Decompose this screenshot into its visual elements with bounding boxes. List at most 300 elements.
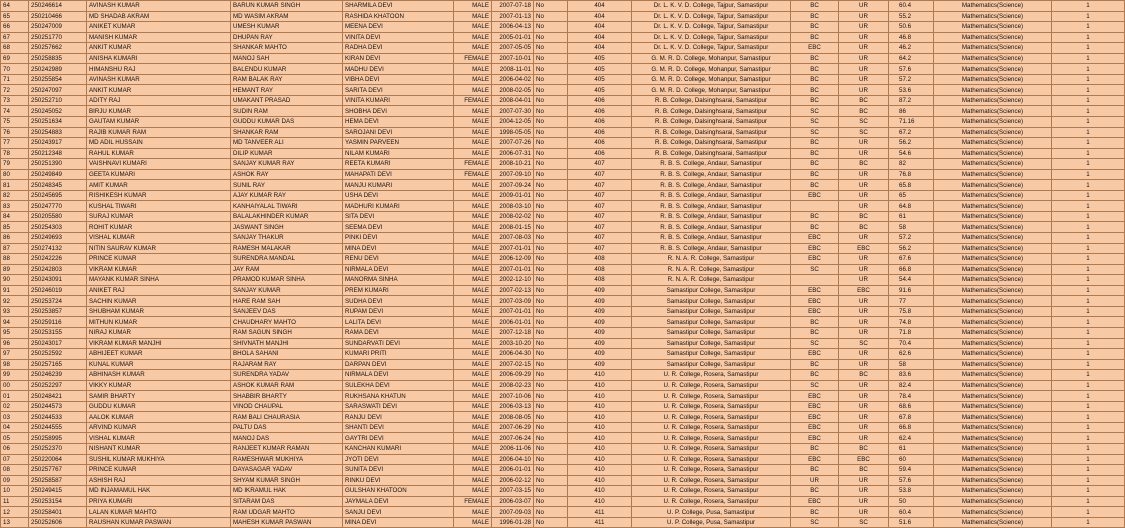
- mother-name-cell[interactable]: MEENA DEVI: [343, 22, 454, 33]
- mother-name-cell[interactable]: MADHURI KUMARI: [343, 201, 454, 212]
- father-name-cell[interactable]: JASWANT SINGH: [231, 222, 343, 233]
- dob-cell[interactable]: 2007-10-06: [492, 391, 534, 402]
- father-name-cell[interactable]: RAMESH MALAKAR: [231, 243, 343, 254]
- flag-cell[interactable]: No: [534, 95, 568, 106]
- roll-no-cell[interactable]: 250253154: [29, 496, 87, 507]
- roll-no-cell[interactable]: 250274132: [29, 243, 87, 254]
- dob-cell[interactable]: 2007-07-18: [492, 1, 534, 12]
- mother-name-cell[interactable]: DARPAN DEVI: [343, 359, 454, 370]
- serial-no-cell[interactable]: 10: [1, 486, 29, 497]
- serial-no-cell[interactable]: 64: [1, 1, 29, 12]
- subject-cell[interactable]: Mathematics(Science): [934, 412, 1052, 423]
- student-name-cell[interactable]: HIMANSHU RAJ: [87, 64, 231, 75]
- father-name-cell[interactable]: MD WASIM AKRAM: [231, 11, 343, 22]
- roll-no-cell[interactable]: 250244533: [29, 412, 87, 423]
- center-code-cell[interactable]: 410: [568, 496, 632, 507]
- category-cell[interactable]: BC: [791, 53, 839, 64]
- student-name-cell[interactable]: PRINCE KUMAR: [87, 254, 231, 265]
- category-cell[interactable]: BC: [791, 486, 839, 497]
- gender-cell[interactable]: MALE: [454, 106, 492, 117]
- mother-name-cell[interactable]: MANJU KUMARI: [343, 180, 454, 191]
- marks-cell[interactable]: 82: [889, 159, 934, 170]
- gender-cell[interactable]: MALE: [454, 327, 492, 338]
- flag-cell[interactable]: No: [534, 401, 568, 412]
- marks-cell[interactable]: 56.2: [889, 138, 934, 149]
- father-name-cell[interactable]: SURENDRA YADAV: [231, 370, 343, 381]
- gender-cell[interactable]: MALE: [454, 422, 492, 433]
- gender-cell[interactable]: MALE: [454, 117, 492, 128]
- center-code-cell[interactable]: 406: [568, 127, 632, 138]
- serial-no-cell[interactable]: 98: [1, 359, 29, 370]
- mother-name-cell[interactable]: RANJU DEVI: [343, 412, 454, 423]
- subject-cell[interactable]: Mathematics(Science): [934, 85, 1052, 96]
- allotted-category-cell[interactable]: UR: [839, 233, 889, 244]
- roll-no-cell[interactable]: 250244555: [29, 422, 87, 433]
- marks-cell[interactable]: 86: [889, 106, 934, 117]
- dob-cell[interactable]: 2008-10-21: [492, 159, 534, 170]
- subject-cell[interactable]: Mathematics(Science): [934, 95, 1052, 106]
- serial-no-cell[interactable]: 13: [1, 517, 29, 528]
- allotted-category-cell[interactable]: UR: [839, 275, 889, 286]
- category-cell[interactable]: EBC: [791, 454, 839, 465]
- subject-cell[interactable]: Mathematics(Science): [934, 496, 1052, 507]
- roll-no-cell[interactable]: 250258995: [29, 433, 87, 444]
- flag-cell[interactable]: No: [534, 64, 568, 75]
- count-cell[interactable]: 1: [1052, 95, 1125, 106]
- category-cell[interactable]: BC: [791, 327, 839, 338]
- student-name-cell[interactable]: AVINASH KUMAR: [87, 74, 231, 85]
- father-name-cell[interactable]: SANJAY THAKUR: [231, 233, 343, 244]
- count-cell[interactable]: 1: [1052, 201, 1125, 212]
- subject-cell[interactable]: Mathematics(Science): [934, 422, 1052, 433]
- allotted-category-cell[interactable]: BC: [839, 443, 889, 454]
- father-name-cell[interactable]: RAJARAM RAY: [231, 359, 343, 370]
- allotted-category-cell[interactable]: UR: [839, 380, 889, 391]
- dob-cell[interactable]: 2007-08-03: [492, 233, 534, 244]
- subject-cell[interactable]: Mathematics(Science): [934, 349, 1052, 360]
- count-cell[interactable]: 1: [1052, 454, 1125, 465]
- gender-cell[interactable]: MALE: [454, 349, 492, 360]
- count-cell[interactable]: 1: [1052, 138, 1125, 149]
- marks-cell[interactable]: 76.8: [889, 169, 934, 180]
- marks-cell[interactable]: 67.6: [889, 254, 934, 265]
- roll-no-cell[interactable]: 250249693: [29, 233, 87, 244]
- roll-no-cell[interactable]: 250253857: [29, 306, 87, 317]
- marks-cell[interactable]: 54.4: [889, 275, 934, 286]
- gender-cell[interactable]: MALE: [454, 180, 492, 191]
- marks-cell[interactable]: 57.2: [889, 74, 934, 85]
- mother-name-cell[interactable]: SUNITA DEVI: [343, 465, 454, 476]
- serial-no-cell[interactable]: 76: [1, 127, 29, 138]
- college-cell[interactable]: U. R. College, Rosera, Samastipur: [632, 443, 791, 454]
- center-code-cell[interactable]: 410: [568, 391, 632, 402]
- serial-no-cell[interactable]: 90: [1, 275, 29, 286]
- count-cell[interactable]: 1: [1052, 222, 1125, 233]
- gender-cell[interactable]: MALE: [454, 22, 492, 33]
- flag-cell[interactable]: No: [534, 306, 568, 317]
- gender-cell[interactable]: MALE: [454, 486, 492, 497]
- flag-cell[interactable]: No: [534, 159, 568, 170]
- serial-no-cell[interactable]: 66: [1, 22, 29, 33]
- flag-cell[interactable]: No: [534, 138, 568, 149]
- marks-cell[interactable]: 71.16: [889, 117, 934, 128]
- flag-cell[interactable]: No: [534, 380, 568, 391]
- serial-no-cell[interactable]: 05: [1, 433, 29, 444]
- student-name-cell[interactable]: NITIN SAURAV KUMAR: [87, 243, 231, 254]
- allotted-category-cell[interactable]: EBC: [839, 285, 889, 296]
- college-cell[interactable]: U. R. College, Rosera, Samastipur: [632, 475, 791, 486]
- marks-cell[interactable]: 62.6: [889, 349, 934, 360]
- subject-cell[interactable]: Mathematics(Science): [934, 285, 1052, 296]
- category-cell[interactable]: BC: [791, 138, 839, 149]
- roll-no-cell[interactable]: 250252710: [29, 95, 87, 106]
- father-name-cell[interactable]: HARE RAM SAH: [231, 296, 343, 307]
- serial-no-cell[interactable]: 01: [1, 391, 29, 402]
- count-cell[interactable]: 1: [1052, 486, 1125, 497]
- dob-cell[interactable]: 2006-01-01: [492, 465, 534, 476]
- serial-no-cell[interactable]: 06: [1, 443, 29, 454]
- count-cell[interactable]: 1: [1052, 507, 1125, 518]
- marks-cell[interactable]: 53.8: [889, 486, 934, 497]
- college-cell[interactable]: U. R. College, Rosera, Samastipur: [632, 496, 791, 507]
- college-cell[interactable]: R. N. A. R. College, Samastipur: [632, 275, 791, 286]
- serial-no-cell[interactable]: 11: [1, 496, 29, 507]
- allotted-category-cell[interactable]: UR: [839, 264, 889, 275]
- category-cell[interactable]: BC: [791, 443, 839, 454]
- college-cell[interactable]: U. R. College, Rosera, Samastipur: [632, 465, 791, 476]
- allotted-category-cell[interactable]: BC: [839, 159, 889, 170]
- allotted-category-cell[interactable]: UR: [839, 85, 889, 96]
- college-cell[interactable]: Dr. L. K. V. D. College, Tajpur, Samastipur: [632, 1, 791, 12]
- marks-cell[interactable]: 83.6: [889, 370, 934, 381]
- allotted-category-cell[interactable]: UR: [839, 327, 889, 338]
- mother-name-cell[interactable]: SARASWATI DEVI: [343, 401, 454, 412]
- student-name-cell[interactable]: ROHIT KUMAR: [87, 222, 231, 233]
- dob-cell[interactable]: 2006-04-10: [492, 454, 534, 465]
- flag-cell[interactable]: No: [534, 359, 568, 370]
- flag-cell[interactable]: No: [534, 254, 568, 265]
- category-cell[interactable]: SC: [791, 106, 839, 117]
- flag-cell[interactable]: No: [534, 169, 568, 180]
- center-code-cell[interactable]: 406: [568, 148, 632, 159]
- student-name-cell[interactable]: ANKIT KUMAR: [87, 43, 231, 54]
- student-name-cell[interactable]: ANKIT KUMAR: [87, 85, 231, 96]
- dob-cell[interactable]: 2007-02-15: [492, 359, 534, 370]
- college-cell[interactable]: Samastipur College, Samastipur: [632, 359, 791, 370]
- student-name-cell[interactable]: MD SHADAB AKRAM: [87, 11, 231, 22]
- category-cell[interactable]: EBC: [791, 349, 839, 360]
- mother-name-cell[interactable]: USHA DEVI: [343, 190, 454, 201]
- center-code-cell[interactable]: 406: [568, 106, 632, 117]
- gender-cell[interactable]: MALE: [454, 64, 492, 75]
- father-name-cell[interactable]: VINOD CHAUPAL: [231, 401, 343, 412]
- father-name-cell[interactable]: SHIVNATH MANJHI: [231, 338, 343, 349]
- marks-cell[interactable]: 57.6: [889, 64, 934, 75]
- student-name-cell[interactable]: GEETA KUMARI: [87, 169, 231, 180]
- dob-cell[interactable]: 2005-01-01: [492, 32, 534, 43]
- allotted-category-cell[interactable]: UR: [839, 507, 889, 518]
- allotted-category-cell[interactable]: UR: [839, 391, 889, 402]
- college-cell[interactable]: Samastipur College, Samastipur: [632, 317, 791, 328]
- mother-name-cell[interactable]: GULSHAN KHATOON: [343, 486, 454, 497]
- student-name-cell[interactable]: KUNAL KUMAR: [87, 359, 231, 370]
- mother-name-cell[interactable]: NIRMALA DEVI: [343, 370, 454, 381]
- mother-name-cell[interactable]: YASMIN PARVEEN: [343, 138, 454, 149]
- allotted-category-cell[interactable]: UR: [839, 148, 889, 159]
- count-cell[interactable]: 1: [1052, 233, 1125, 244]
- count-cell[interactable]: 1: [1052, 306, 1125, 317]
- student-name-cell[interactable]: ABHINASH KUMAR: [87, 370, 231, 381]
- flag-cell[interactable]: No: [534, 22, 568, 33]
- flag-cell[interactable]: No: [534, 327, 568, 338]
- father-name-cell[interactable]: BALENDU KUMAR: [231, 64, 343, 75]
- center-code-cell[interactable]: 410: [568, 454, 632, 465]
- student-name-cell[interactable]: RAJIB KUMAR RAM: [87, 127, 231, 138]
- dob-cell[interactable]: 2004-12-05: [492, 117, 534, 128]
- father-name-cell[interactable]: KANHAIYALAL TIWARI: [231, 201, 343, 212]
- marks-cell[interactable]: 46.2: [889, 43, 934, 54]
- gender-cell[interactable]: MALE: [454, 32, 492, 43]
- roll-no-cell[interactable]: 250246019: [29, 285, 87, 296]
- serial-no-cell[interactable]: 95: [1, 327, 29, 338]
- gender-cell[interactable]: MALE: [454, 507, 492, 518]
- marks-cell[interactable]: 82.4: [889, 380, 934, 391]
- subject-cell[interactable]: Mathematics(Science): [934, 443, 1052, 454]
- flag-cell[interactable]: No: [534, 127, 568, 138]
- mother-name-cell[interactable]: NILAM KUMARI: [343, 148, 454, 159]
- roll-no-cell[interactable]: 250248345: [29, 180, 87, 191]
- father-name-cell[interactable]: SITARAM DAS: [231, 496, 343, 507]
- father-name-cell[interactable]: SANJEEV DAS: [231, 306, 343, 317]
- flag-cell[interactable]: No: [534, 264, 568, 275]
- count-cell[interactable]: 1: [1052, 380, 1125, 391]
- center-code-cell[interactable]: 410: [568, 443, 632, 454]
- mother-name-cell[interactable]: GAYTRI DEVI: [343, 433, 454, 444]
- serial-no-cell[interactable]: 86: [1, 233, 29, 244]
- category-cell[interactable]: SC: [791, 117, 839, 128]
- subject-cell[interactable]: Mathematics(Science): [934, 43, 1052, 54]
- center-code-cell[interactable]: 404: [568, 43, 632, 54]
- student-name-cell[interactable]: MITHUN KUMAR: [87, 317, 231, 328]
- marks-cell[interactable]: 74.8: [889, 317, 934, 328]
- college-cell[interactable]: Dr. L. K. V. D. College, Tajpur, Samastipur: [632, 11, 791, 22]
- subject-cell[interactable]: Mathematics(Science): [934, 264, 1052, 275]
- gender-cell[interactable]: MALE: [454, 296, 492, 307]
- category-cell[interactable]: SC: [791, 127, 839, 138]
- center-code-cell[interactable]: 406: [568, 138, 632, 149]
- dob-cell[interactable]: 2009-01-01: [492, 190, 534, 201]
- father-name-cell[interactable]: SHANKAR MAHTO: [231, 43, 343, 54]
- student-name-cell[interactable]: ARVIND KUMAR: [87, 422, 231, 433]
- father-name-cell[interactable]: RAM SAGUN SINGH: [231, 327, 343, 338]
- category-cell[interactable]: BC: [791, 222, 839, 233]
- allotted-category-cell[interactable]: SC: [839, 117, 889, 128]
- category-cell[interactable]: BC: [791, 11, 839, 22]
- student-name-cell[interactable]: SURAJ KUMAR: [87, 211, 231, 222]
- roll-no-cell[interactable]: 250249849: [29, 169, 87, 180]
- allotted-category-cell[interactable]: UR: [839, 486, 889, 497]
- serial-no-cell[interactable]: 71: [1, 74, 29, 85]
- mother-name-cell[interactable]: RADHA DEVI: [343, 43, 454, 54]
- allotted-category-cell[interactable]: UR: [839, 296, 889, 307]
- gender-cell[interactable]: MALE: [454, 412, 492, 423]
- gender-cell[interactable]: MALE: [454, 306, 492, 317]
- roll-no-cell[interactable]: 250258401: [29, 507, 87, 518]
- college-cell[interactable]: R. N. A. R. College, Samastipur: [632, 264, 791, 275]
- subject-cell[interactable]: Mathematics(Science): [934, 159, 1052, 170]
- father-name-cell[interactable]: ASHOK KUMAR RAM: [231, 380, 343, 391]
- student-name-cell[interactable]: MD INJAMAMUL HAK: [87, 486, 231, 497]
- roll-no-cell[interactable]: 250257662: [29, 43, 87, 54]
- center-code-cell[interactable]: 410: [568, 401, 632, 412]
- allotted-category-cell[interactable]: BC: [839, 222, 889, 233]
- college-cell[interactable]: Samastipur College, Samastipur: [632, 285, 791, 296]
- center-code-cell[interactable]: 410: [568, 370, 632, 381]
- subject-cell[interactable]: Mathematics(Science): [934, 32, 1052, 43]
- student-name-cell[interactable]: GAUTAM KUMAR: [87, 117, 231, 128]
- gender-cell[interactable]: MALE: [454, 475, 492, 486]
- flag-cell[interactable]: No: [534, 412, 568, 423]
- student-name-cell[interactable]: MANISH KUMAR: [87, 32, 231, 43]
- college-cell[interactable]: U. R. College, Rosera, Samastipur: [632, 422, 791, 433]
- subject-cell[interactable]: Mathematics(Science): [934, 475, 1052, 486]
- category-cell[interactable]: BC: [791, 74, 839, 85]
- center-code-cell[interactable]: 407: [568, 211, 632, 222]
- father-name-cell[interactable]: HEMANT RAY: [231, 85, 343, 96]
- count-cell[interactable]: 1: [1052, 338, 1125, 349]
- allotted-category-cell[interactable]: UR: [839, 306, 889, 317]
- flag-cell[interactable]: No: [534, 496, 568, 507]
- dob-cell[interactable]: 2006-12-09: [492, 254, 534, 265]
- count-cell[interactable]: 1: [1052, 433, 1125, 444]
- center-code-cell[interactable]: 409: [568, 349, 632, 360]
- count-cell[interactable]: 1: [1052, 11, 1125, 22]
- category-cell[interactable]: BC: [791, 507, 839, 518]
- category-cell[interactable]: BC: [791, 85, 839, 96]
- count-cell[interactable]: 1: [1052, 190, 1125, 201]
- dob-cell[interactable]: 2006-09-29: [492, 370, 534, 381]
- subject-cell[interactable]: Mathematics(Science): [934, 211, 1052, 222]
- marks-cell[interactable]: 56.2: [889, 243, 934, 254]
- gender-cell[interactable]: FEMALE: [454, 159, 492, 170]
- serial-no-cell[interactable]: 65: [1, 11, 29, 22]
- center-code-cell[interactable]: 408: [568, 264, 632, 275]
- subject-cell[interactable]: Mathematics(Science): [934, 465, 1052, 476]
- mother-name-cell[interactable]: REETA KUMARI: [343, 159, 454, 170]
- serial-no-cell[interactable]: 83: [1, 201, 29, 212]
- serial-no-cell[interactable]: 84: [1, 211, 29, 222]
- dob-cell[interactable]: 2006-03-13: [492, 401, 534, 412]
- serial-no-cell[interactable]: 72: [1, 85, 29, 96]
- father-name-cell[interactable]: RANJEET KUMAR RAMAN: [231, 443, 343, 454]
- serial-no-cell[interactable]: 74: [1, 106, 29, 117]
- subject-cell[interactable]: Mathematics(Science): [934, 1, 1052, 12]
- subject-cell[interactable]: Mathematics(Science): [934, 127, 1052, 138]
- college-cell[interactable]: R. B. S. College, Andaur, Samastipur: [632, 233, 791, 244]
- student-name-cell[interactable]: RAUSHAN KUMAR PASWAN: [87, 517, 231, 528]
- category-cell[interactable]: BC: [791, 95, 839, 106]
- mother-name-cell[interactable]: RAMA DEVI: [343, 327, 454, 338]
- allotted-category-cell[interactable]: SC: [839, 517, 889, 528]
- roll-no-cell[interactable]: 250252297: [29, 380, 87, 391]
- center-code-cell[interactable]: 405: [568, 53, 632, 64]
- father-name-cell[interactable]: BALALAKHINDER KUMAR: [231, 211, 343, 222]
- dob-cell[interactable]: 2008-11-01: [492, 64, 534, 75]
- subject-cell[interactable]: Mathematics(Science): [934, 317, 1052, 328]
- college-cell[interactable]: R. B. College, Dalsinghsarai, Samastipur: [632, 95, 791, 106]
- allotted-category-cell[interactable]: UR: [839, 64, 889, 75]
- marks-cell[interactable]: 68.6: [889, 401, 934, 412]
- count-cell[interactable]: 1: [1052, 264, 1125, 275]
- serial-no-cell[interactable]: 97: [1, 349, 29, 360]
- marks-cell[interactable]: 54.6: [889, 148, 934, 159]
- mother-name-cell[interactable]: VINITA DEVI: [343, 32, 454, 43]
- roll-no-cell[interactable]: 250258587: [29, 475, 87, 486]
- student-name-cell[interactable]: MD ADIL HUSSAIN: [87, 138, 231, 149]
- dob-cell[interactable]: 2008-01-15: [492, 222, 534, 233]
- college-cell[interactable]: Samastipur College, Samastipur: [632, 296, 791, 307]
- student-name-cell[interactable]: AMIT KUMAR: [87, 180, 231, 191]
- student-name-cell[interactable]: VISHAL KUMAR: [87, 233, 231, 244]
- marks-cell[interactable]: 50: [889, 496, 934, 507]
- subject-cell[interactable]: Mathematics(Science): [934, 11, 1052, 22]
- allotted-category-cell[interactable]: EBC: [839, 243, 889, 254]
- father-name-cell[interactable]: PRAMOD KUMAR SINHA: [231, 275, 343, 286]
- serial-no-cell[interactable]: 02: [1, 401, 29, 412]
- gender-cell[interactable]: MALE: [454, 190, 492, 201]
- subject-cell[interactable]: Mathematics(Science): [934, 359, 1052, 370]
- roll-no-cell[interactable]: 250248421: [29, 391, 87, 402]
- count-cell[interactable]: 1: [1052, 422, 1125, 433]
- serial-no-cell[interactable]: 91: [1, 285, 29, 296]
- roll-no-cell[interactable]: 250245695: [29, 190, 87, 201]
- marks-cell[interactable]: 57.6: [889, 475, 934, 486]
- mother-name-cell[interactable]: MANORMA SINHA: [343, 275, 454, 286]
- dob-cell[interactable]: 2007-12-18: [492, 327, 534, 338]
- center-code-cell[interactable]: 405: [568, 74, 632, 85]
- student-name-cell[interactable]: ADITY RAJ: [87, 95, 231, 106]
- roll-no-cell[interactable]: 250245052: [29, 106, 87, 117]
- category-cell[interactable]: EBC: [791, 496, 839, 507]
- flag-cell[interactable]: No: [534, 1, 568, 12]
- allotted-category-cell[interactable]: UR: [839, 433, 889, 444]
- dob-cell[interactable]: 2007-03-09: [492, 296, 534, 307]
- gender-cell[interactable]: MALE: [454, 254, 492, 265]
- gender-cell[interactable]: MALE: [454, 338, 492, 349]
- subject-cell[interactable]: Mathematics(Science): [934, 169, 1052, 180]
- center-code-cell[interactable]: 410: [568, 465, 632, 476]
- category-cell[interactable]: [791, 201, 839, 212]
- allotted-category-cell[interactable]: UR: [839, 11, 889, 22]
- father-name-cell[interactable]: AJAY KUMAR RAY: [231, 190, 343, 201]
- flag-cell[interactable]: No: [534, 507, 568, 518]
- subject-cell[interactable]: Mathematics(Science): [934, 401, 1052, 412]
- serial-no-cell[interactable]: 00: [1, 380, 29, 391]
- serial-no-cell[interactable]: 96: [1, 338, 29, 349]
- serial-no-cell[interactable]: 82: [1, 190, 29, 201]
- allotted-category-cell[interactable]: SC: [839, 338, 889, 349]
- category-cell[interactable]: BC: [791, 180, 839, 191]
- allotted-category-cell[interactable]: UR: [839, 1, 889, 12]
- serial-no-cell[interactable]: 77: [1, 138, 29, 149]
- roll-no-cell[interactable]: 250205580: [29, 211, 87, 222]
- roll-no-cell[interactable]: 250257767: [29, 465, 87, 476]
- gender-cell[interactable]: FEMALE: [454, 169, 492, 180]
- serial-no-cell[interactable]: 69: [1, 53, 29, 64]
- mother-name-cell[interactable]: SULEKHA DEVI: [343, 380, 454, 391]
- gender-cell[interactable]: MALE: [454, 233, 492, 244]
- college-cell[interactable]: U. R. College, Rosera, Samastipur: [632, 370, 791, 381]
